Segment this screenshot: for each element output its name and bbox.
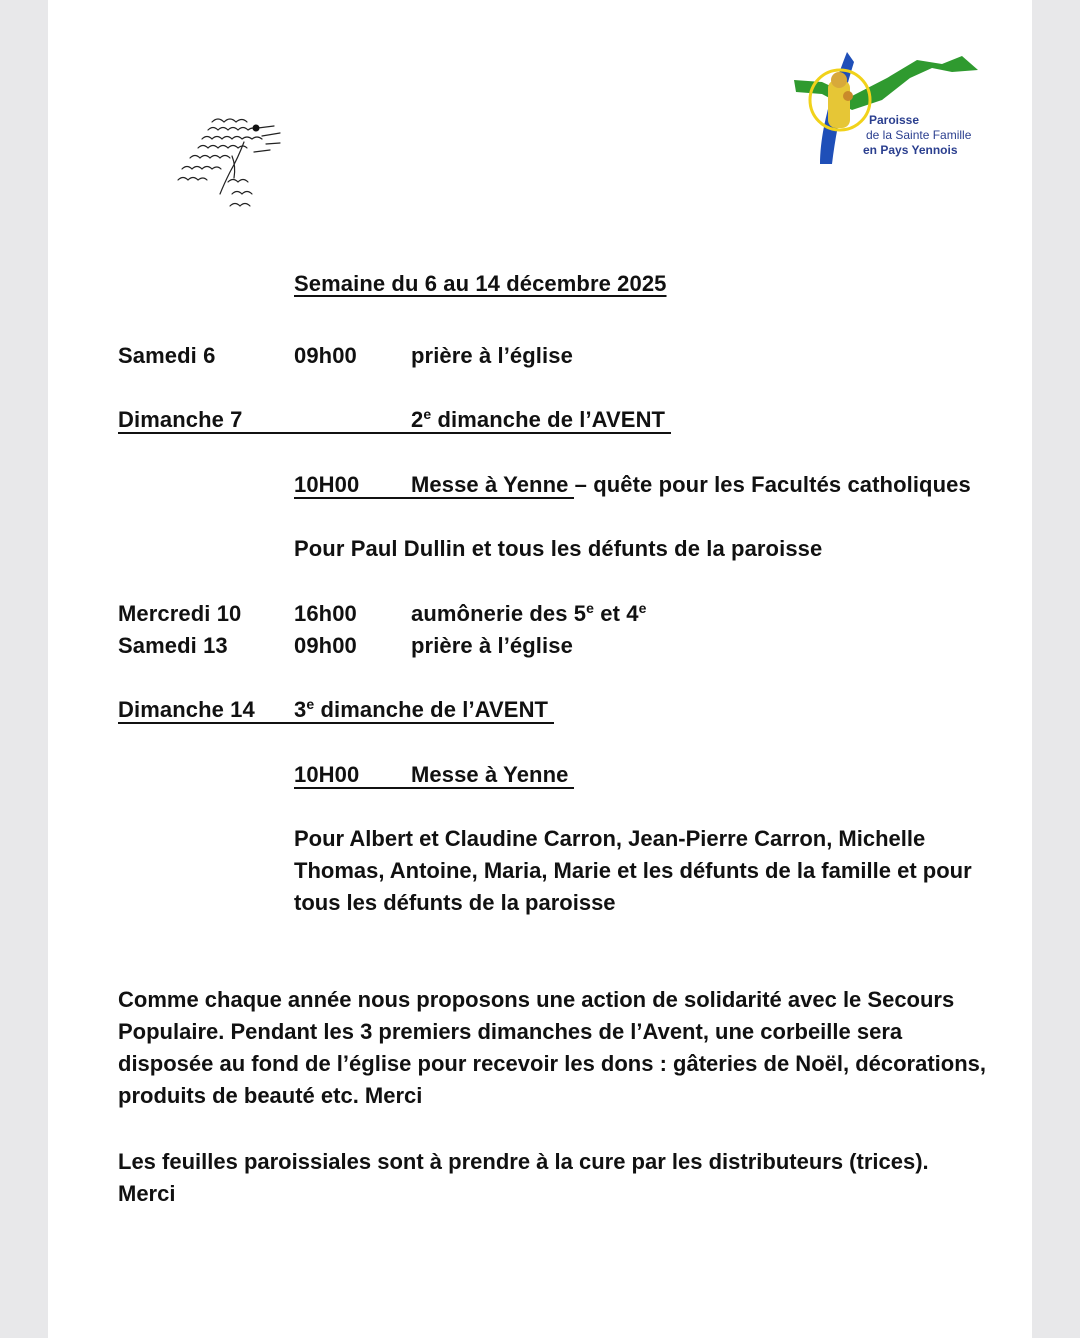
day-samedi-6: Samedi 6 [118, 343, 216, 368]
underline-mass-dimanche-7 [294, 497, 574, 499]
time-mercredi-10: 16h00 [294, 601, 357, 626]
event-mass-dimanche-7: Messe à Yenne – quête pour les Facultés catholiques [411, 472, 971, 497]
day-samedi-13: Samedi 13 [118, 633, 228, 658]
underline-mass-dimanche-14 [294, 787, 574, 789]
logo-line1: Paroisse [869, 113, 920, 127]
logo-green-stroke [794, 56, 978, 110]
intention-dimanche-14: Pour Albert et Claudine Carron, Jean-Pierre Carron, Michelle Thomas, Antoine, Maria, Marie et les défunts de la famille et pour tous les défunts de la paroisse [294, 826, 972, 915]
day-dimanche-7: Dimanche 7 [118, 407, 243, 432]
event-samedi-6: prière à l’église [411, 343, 573, 368]
intention-dimanche-7: Pour Paul Dullin et tous les défunts de la paroisse [294, 536, 823, 561]
event-dimanche-14: 3e dimanche de l’AVENT [294, 696, 549, 722]
event-mercredi-10: aumônerie des 5e et 4e [411, 600, 647, 626]
time-samedi-6: 09h00 [294, 343, 357, 368]
time-mass-dimanche-7: 10H00 [294, 472, 360, 497]
logo-line3: en Pays Yennois [863, 143, 958, 157]
event-samedi-13: prière à l’église [411, 633, 573, 658]
solidarity-notice: Comme chaque année nous proposons une action de solidarité avec le Secours Populaire. Pendant les 3 premiers dimanches de l’Avent, une corbeille sera disposée au fond de l’église pour recevoir les dons : gâteries de Noël, décorations, produits de beauté etc. Merci [118, 987, 987, 1108]
day-mercredi-10: Mercredi 10 [118, 601, 242, 626]
event-dimanche-7: 2e dimanche de l’AVENT [411, 406, 666, 432]
time-samedi-13: 09h00 [294, 633, 357, 658]
footer-note: Les feuilles paroissiales sont à prendre à la cure par les distributeurs (trices). Merci [118, 1149, 929, 1206]
time-mass-dimanche-14: 10H00 [294, 762, 360, 787]
underline-dimanche-7 [118, 432, 671, 434]
day-dimanche-14: Dimanche 14 [118, 697, 255, 722]
page-title: Semaine du 6 au 14 décembre 2025 [294, 271, 667, 296]
sketch-illustration [172, 112, 296, 220]
logo-line2: de la Sainte Famille [866, 128, 972, 142]
event-mass-dimanche-14: Messe à Yenne [411, 762, 569, 787]
underline-dimanche-14 [118, 722, 554, 724]
